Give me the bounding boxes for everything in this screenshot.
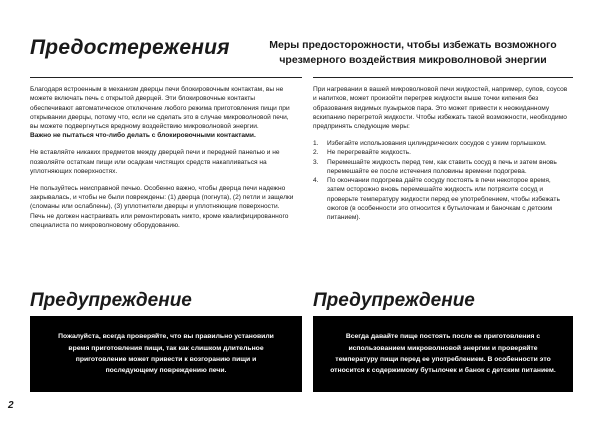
warning-title-right: Предупреждение bbox=[313, 290, 475, 311]
interlock-warning-bold: Важно не пытаться что-либо делать с блокировочными контактами. bbox=[30, 132, 256, 140]
right-column bbox=[313, 85, 568, 223]
door-seal-paragraph: Не вставляйте никаких предметов между дверцей печи и передней панелью и не позволяйте остаткам пищи или осадкам чистящих средств накапливаться на уплотняющих поверхностях. bbox=[30, 149, 280, 175]
step-number: 2. bbox=[313, 149, 319, 157]
warning-title-left: Предупреждение bbox=[30, 290, 192, 311]
warning-box-right bbox=[313, 316, 573, 392]
step-number: 4. bbox=[313, 177, 319, 185]
list-item bbox=[313, 158, 568, 177]
page-title: Предостережения bbox=[30, 36, 230, 59]
step-number: 1. bbox=[313, 139, 319, 147]
step-text: Не перегревайте жидкость. bbox=[327, 149, 411, 157]
step-number: 3. bbox=[313, 158, 319, 166]
list-item bbox=[313, 139, 568, 148]
step-text: Избегайте использования цилиндрических сосудов с узким горлышком. bbox=[327, 139, 547, 147]
warning-text-right: Всегда давайте пище постоять после ее приготовления с использованием микроволновой энергии и проверяйте температуру пищи перед ее употреблением. В особенности это относится к содержимому бутылочек и банок с детским питанием. bbox=[330, 333, 556, 375]
page-number: 2 bbox=[8, 400, 14, 411]
list-item bbox=[313, 176, 568, 222]
liquids-intro-paragraph: При нагревании в вашей микроволновой печи жидкостей, например, супов, соусов и напитков, может произойти перегрев жидкости выше точки кипения без образования видимых пузырьков пара. Это может привести к неожиданному вскипанию перегретой жидкости. Чтобы избежать такой возможности, необходимо предпринять следующие меры: bbox=[313, 86, 568, 131]
left-column bbox=[30, 85, 295, 238]
precaution-steps-list bbox=[313, 139, 568, 223]
warning-box-left bbox=[30, 316, 302, 392]
title-divider-right bbox=[313, 77, 573, 78]
door-interlock-paragraph: Благодаря встроенным в механизм дверцы печи блокировочным контактам, вы не можете включать печь с открытой дверцей. Эти блокировочные контакты обеспечивают автоматическое отключение любого режима приготовления пищи при открывании дверцы, потому что, если не сделать это в случае микроволновой печи, вы можете подвергнуться вредному воздействию микроволновой энергии. bbox=[30, 86, 290, 131]
repair-paragraph: Печь не должен настраивать или ремонтировать никто, кроме квалифицированного специалиста по микроволновому оборудованию. bbox=[30, 212, 289, 229]
step-text: По окончании подогрева дайте сосуду постоять в печи некоторое время, затем осторожно вновь перемешайте жидкость или потрясите сосуд и проверьте температуру жидкости перед ее употреблением, чтобы избежать ожогов (в особенности это относится к бутылочкам и баночкам с детским питанием). bbox=[327, 177, 560, 222]
list-item bbox=[313, 148, 568, 157]
damaged-oven-paragraph: Не пользуйтесь неисправной печью. Особенно важно, чтобы дверца печи надежно закрывалась, и чтобы не были повреждены: (1) дверца (погнута), (2) петли и защелки (сломаны или ослаблены), (3) уплотнители дверцы и уплотняющие поверхности. bbox=[30, 184, 294, 211]
warning-text-left: Пожалуйста, всегда проверяйте, что вы правильно установили время приготовления пищи, так как слишком длительное приготовление может привести к возгоранию пищи и последующему повреждению печи. bbox=[58, 333, 274, 375]
step-text: Перемешайте жидкость перед тем, как ставить сосуд в печь и затем вновь перемешайте ее после истечения половины времени подогрева. bbox=[327, 158, 557, 175]
page-subtitle: Меры предосторожности, чтобы избежать возможного чрезмерного воздействия микроволновой энергии bbox=[269, 39, 557, 66]
title-divider-left bbox=[30, 77, 302, 78]
